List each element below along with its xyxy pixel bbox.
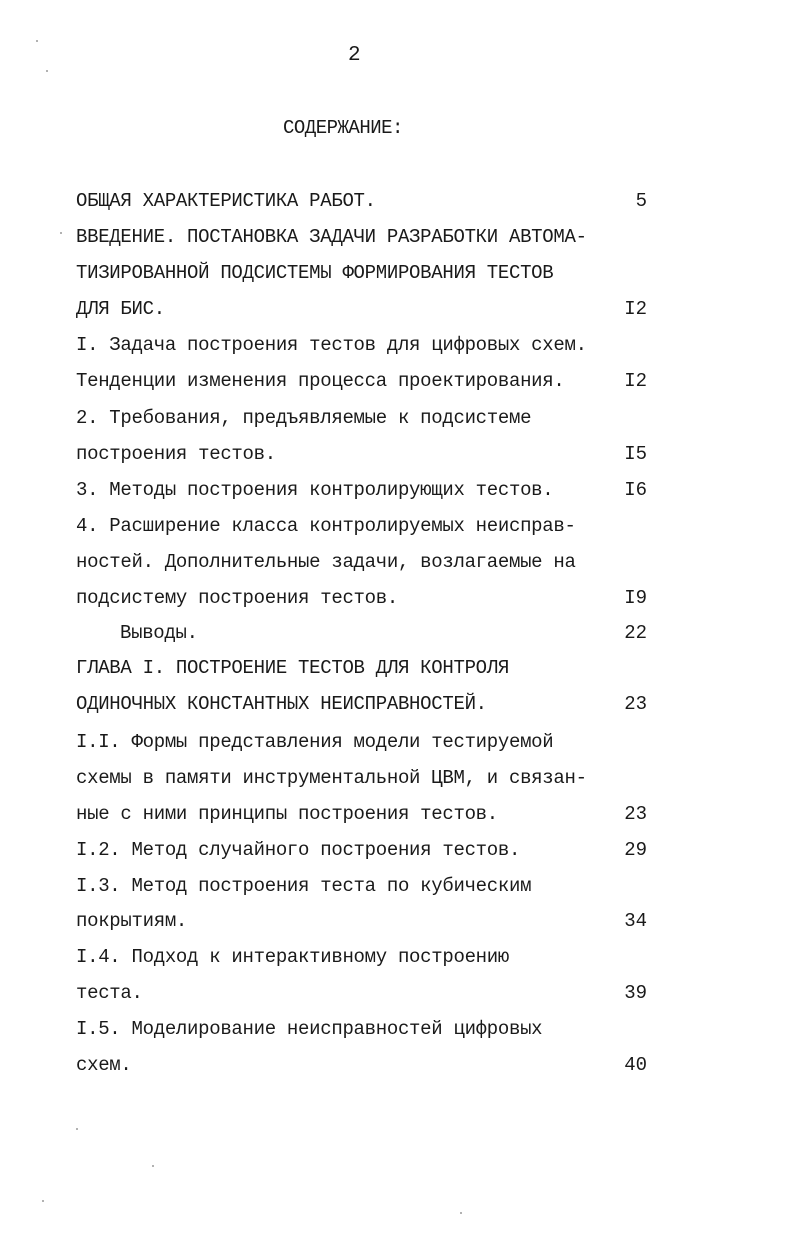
toc-heading: СОДЕРЖАНИЕ: (283, 117, 403, 139)
toc-line: ОБЩАЯ ХАРАКТЕРИСТИКА РАБОТ. (76, 190, 376, 212)
toc-line: 2. Требования, предъявляемые к подсистеме (76, 407, 532, 429)
scan-speck (46, 70, 48, 72)
toc-line: I.2. Метод случайного построения тестов. (76, 839, 521, 861)
toc-line: схем. (76, 1054, 132, 1076)
toc-line: ностей. Дополнительные задачи, возлагаемые на (76, 551, 576, 573)
toc-line: 4. Расширение класса контролируемых неисправ- (76, 515, 576, 537)
toc-line: I.3. Метод построения теста по кубическим (76, 875, 532, 897)
toc-line: покрытиям. (76, 910, 188, 932)
scan-speck (460, 1212, 462, 1214)
scan-speck (60, 232, 62, 234)
scan-speck (76, 1128, 78, 1130)
toc-page-number: I2 (624, 298, 647, 320)
toc-page-number: 23 (624, 803, 647, 825)
toc-line: подсистему построения тестов. (76, 587, 398, 609)
toc-line: I.5. Моделирование неисправностей цифровых (76, 1018, 543, 1040)
toc-line: ОДИНОЧНЫХ КОНСТАНТНЫХ НЕИСПРАВНОСТЕЙ. (76, 693, 487, 715)
toc-page-number: I9 (624, 587, 647, 609)
toc-line: I.4. Подход к интерактивному построению (76, 946, 509, 968)
page-number: 2 (348, 44, 361, 67)
toc-line: ные с ними принципы построения тестов. (76, 803, 498, 825)
scan-speck (152, 1165, 154, 1167)
toc-page-number: 22 (624, 622, 647, 644)
toc-page-number: 40 (624, 1054, 647, 1076)
toc-line: 3. Методы построения контролирующих тестов. (76, 479, 554, 501)
toc-page-number: I2 (624, 370, 647, 392)
toc-line: ТИЗИРОВАННОЙ ПОДСИСТЕМЫ ФОРМИРОВАНИЯ ТЕСТОВ (76, 262, 554, 284)
scan-speck (36, 40, 38, 42)
toc-line: ГЛАВА I. ПОСТРОЕНИЕ ТЕСТОВ ДЛЯ КОНТРОЛЯ (76, 657, 509, 679)
toc-page-number: I5 (624, 443, 647, 465)
toc-line: построения тестов. (76, 443, 276, 465)
toc-page-number: 5 (635, 190, 647, 212)
scan-speck (42, 1200, 44, 1202)
toc-line: ВВЕДЕНИЕ. ПОСТАНОВКА ЗАДАЧИ РАЗРАБОТКИ АВТОМА- (76, 226, 587, 248)
toc-page-number: 34 (624, 910, 647, 932)
toc-line: Тенденции изменения процесса проектирования. (76, 370, 565, 392)
toc-page-number: 29 (624, 839, 647, 861)
toc-line: I.I. Формы представления модели тестируемой (76, 731, 554, 753)
toc-page-number: 39 (624, 982, 647, 1004)
toc-page-number: 23 (624, 693, 647, 715)
toc-line: I. Задача построения тестов для цифровых схем. (76, 334, 587, 356)
toc-page-number: I6 (624, 479, 647, 501)
toc-line: ДЛЯ БИС. (76, 298, 165, 320)
toc-line: теста. (76, 982, 143, 1004)
toc-line: схемы в памяти инструментальной ЦВМ, и связан- (76, 767, 587, 789)
toc-line: Выводы. (120, 622, 198, 644)
